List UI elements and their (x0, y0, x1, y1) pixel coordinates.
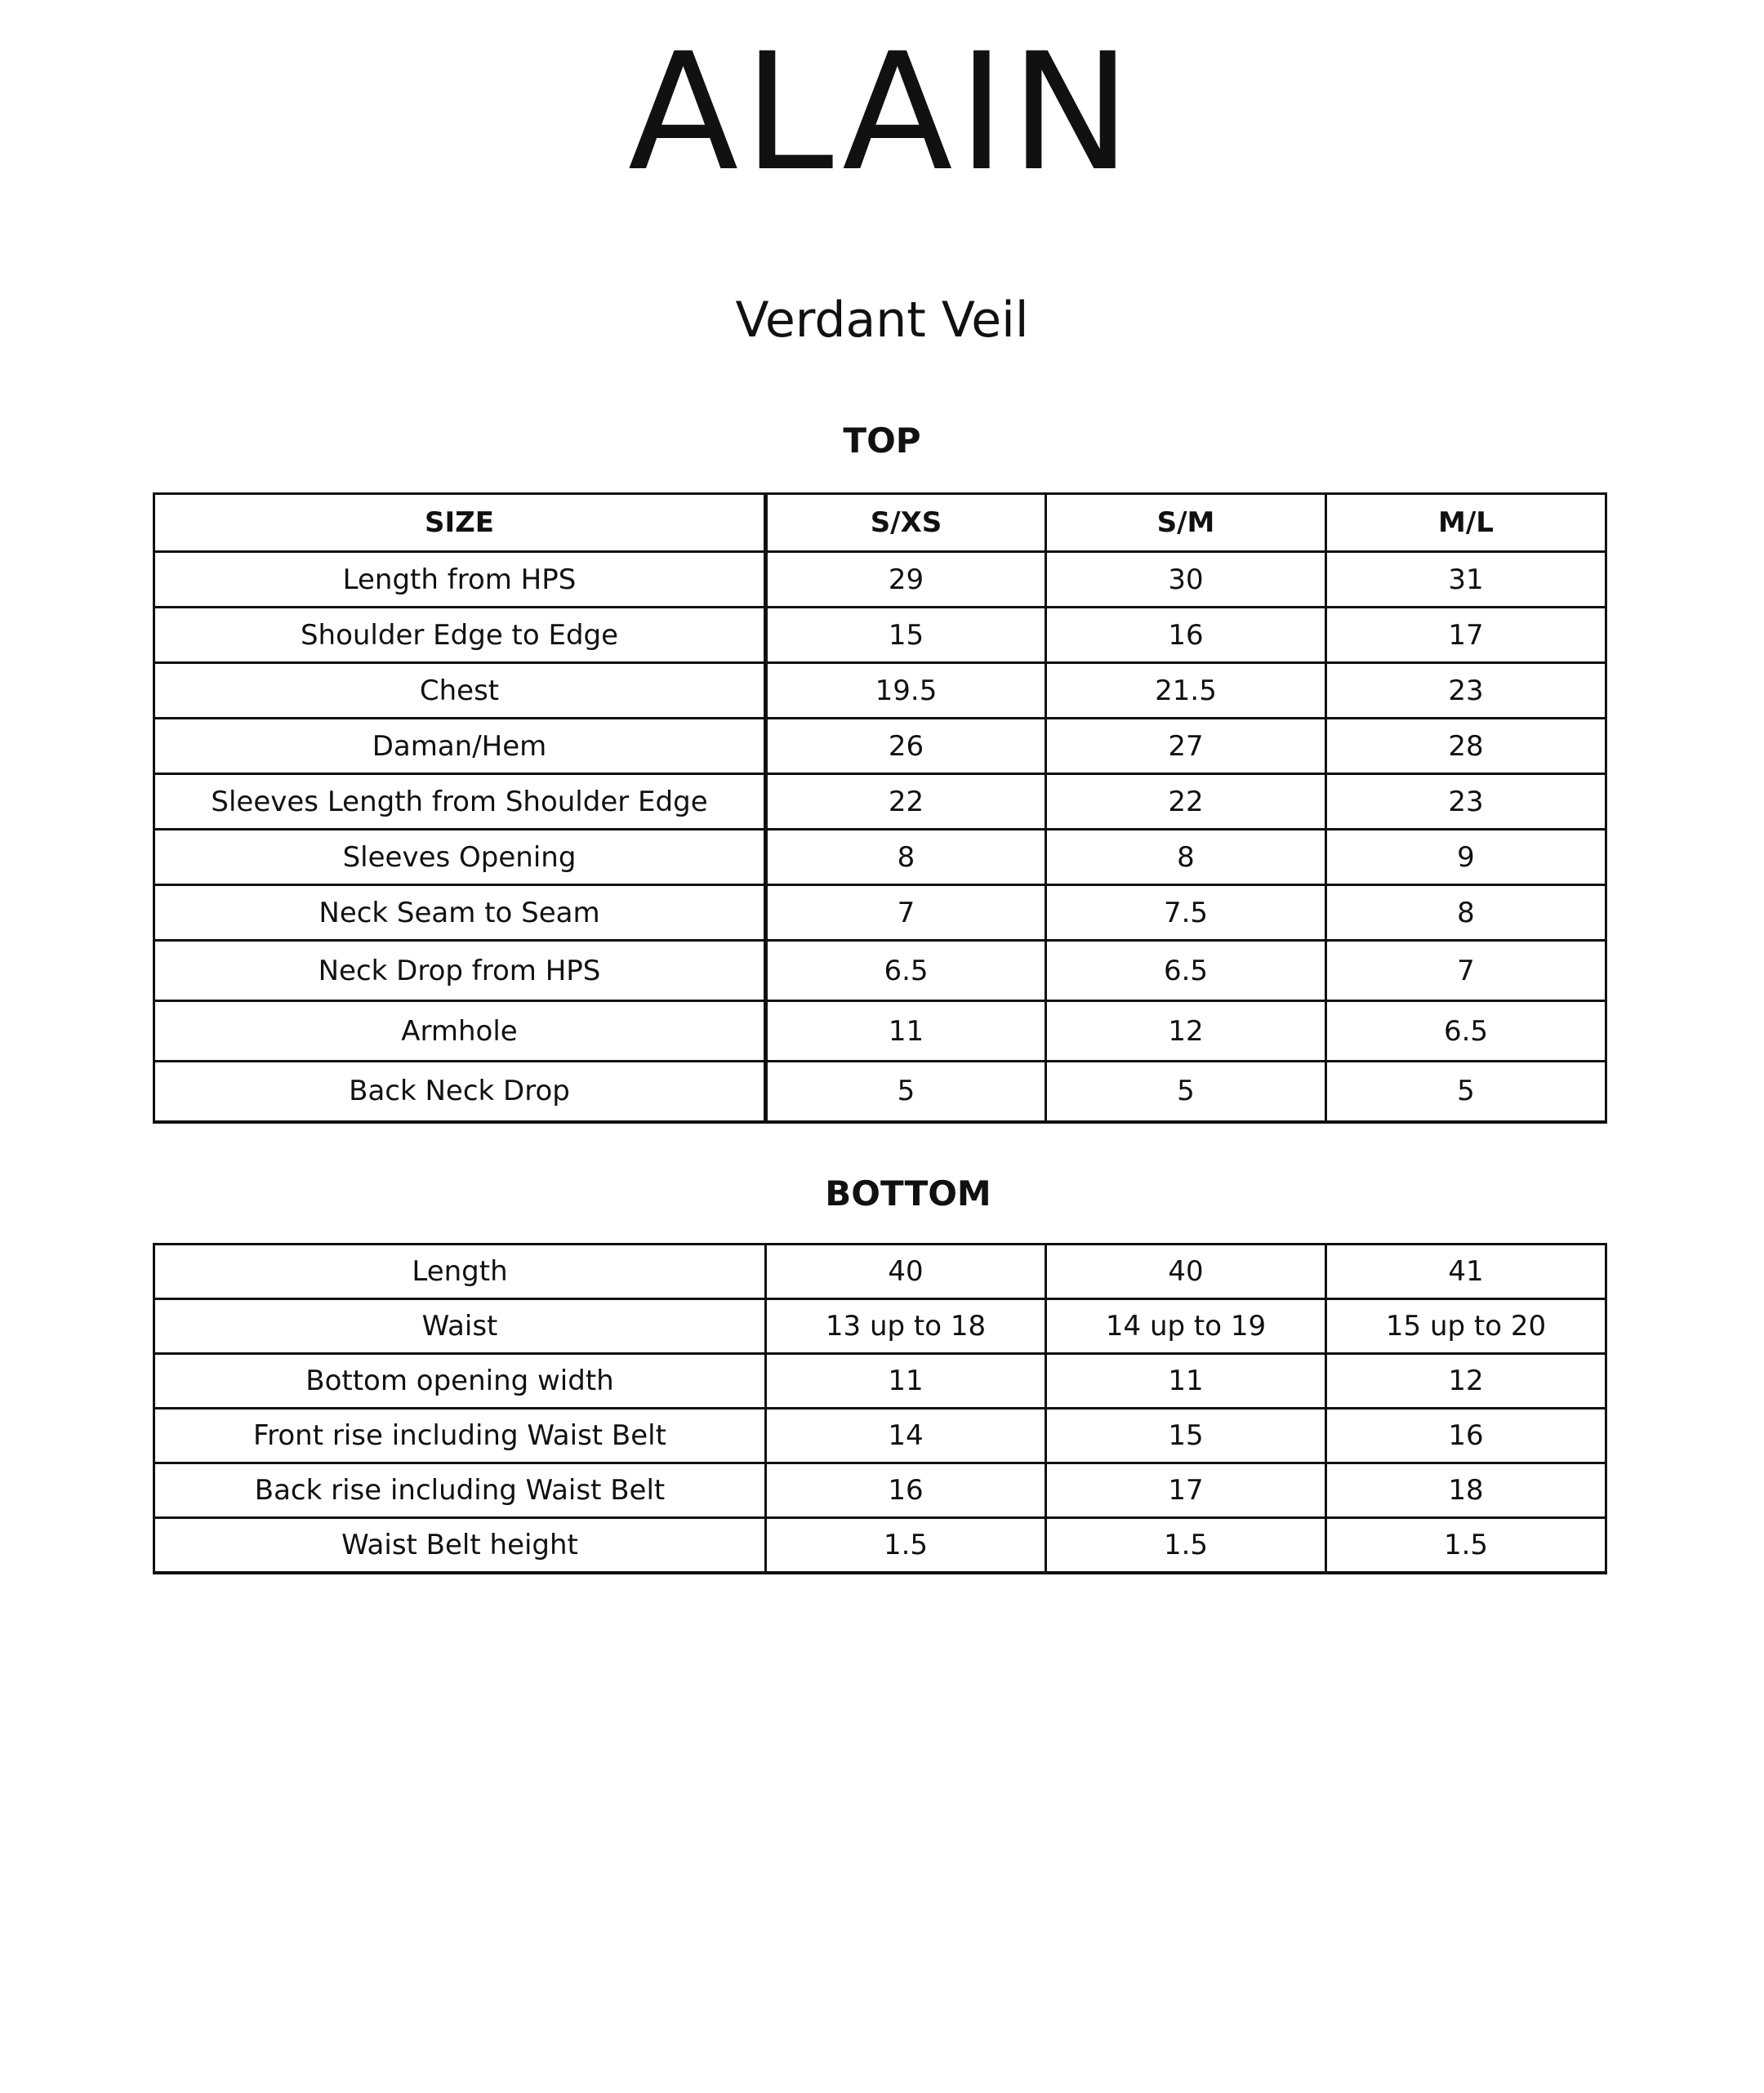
table-row (154, 1463, 1606, 1518)
table-row (154, 552, 1606, 608)
table-row (154, 1518, 1606, 1573)
cell-value: 11 (766, 1001, 1046, 1062)
cell-value: 14 up to 19 (1046, 1299, 1326, 1354)
cell-value: 22 (766, 774, 1046, 830)
row-label: Length from HPS (154, 552, 766, 608)
table-row (154, 608, 1606, 663)
bottom-size-table (153, 1243, 1607, 1574)
row-label: Daman/Hem (154, 719, 766, 774)
table-row (154, 830, 1606, 885)
cell-value: 17 (1046, 1463, 1326, 1518)
table-row (154, 1354, 1606, 1409)
table-row (154, 885, 1606, 941)
cell-value: 8 (1046, 830, 1326, 885)
cell-value: 12 (1046, 1001, 1326, 1062)
cell-value: 22 (1046, 774, 1326, 830)
cell-value: 8 (1326, 885, 1606, 941)
cell-value: 9 (1326, 830, 1606, 885)
table-row (154, 1409, 1606, 1463)
cell-value: 40 (766, 1245, 1046, 1299)
row-label: Waist Belt height (154, 1518, 766, 1573)
row-label: Sleeves Length from Shoulder Edge (154, 774, 766, 830)
table-row (154, 1001, 1606, 1062)
cell-value: 11 (766, 1354, 1046, 1409)
row-label: Bottom opening width (154, 1354, 766, 1409)
cell-value: 5 (1046, 1062, 1326, 1122)
cell-value: 23 (1326, 774, 1606, 830)
cell-value: 6.5 (1326, 1001, 1606, 1062)
cell-value: 5 (766, 1062, 1046, 1122)
cell-value: 19.5 (766, 663, 1046, 719)
cell-value: 7.5 (1046, 885, 1326, 941)
cell-value: 11 (1046, 1354, 1326, 1409)
row-label: Neck Seam to Seam (154, 885, 766, 941)
cell-value: 21.5 (1046, 663, 1326, 719)
row-label: Back Neck Drop (154, 1062, 766, 1122)
cell-value: 23 (1326, 663, 1606, 719)
bottom-section-heading: BOTTOM (825, 1173, 991, 1213)
top-size-table (153, 492, 1607, 1124)
cell-value: 31 (1326, 552, 1606, 608)
cell-value: 15 up to 20 (1326, 1299, 1606, 1354)
cell-value: 18 (1326, 1463, 1606, 1518)
product-title: Verdant Veil (735, 292, 1029, 349)
cell-value: 6.5 (1046, 941, 1326, 1001)
row-label: Chest (154, 663, 766, 719)
cell-value: 16 (1046, 608, 1326, 663)
cell-value: 30 (1046, 552, 1326, 608)
cell-value: 40 (1046, 1245, 1326, 1299)
table-header-row (154, 494, 1606, 552)
cell-value: 15 (1046, 1409, 1326, 1463)
table-row (154, 1245, 1606, 1299)
top-section-heading: TOP (843, 421, 921, 461)
cell-value: 16 (1326, 1409, 1606, 1463)
cell-value: 41 (1326, 1245, 1606, 1299)
cell-value: 12 (1326, 1354, 1606, 1409)
cell-value: 16 (766, 1463, 1046, 1518)
table-row (154, 719, 1606, 774)
brand-logo: ALAIN (627, 18, 1137, 207)
cell-value: 28 (1326, 719, 1606, 774)
cell-value: 1.5 (1326, 1518, 1606, 1573)
header-size: SIZE (154, 494, 766, 552)
cell-value: 17 (1326, 608, 1606, 663)
cell-value: 29 (766, 552, 1046, 608)
cell-value: 6.5 (766, 941, 1046, 1001)
row-label: Neck Drop from HPS (154, 941, 766, 1001)
cell-value: 13 up to 18 (766, 1299, 1046, 1354)
cell-value: 15 (766, 608, 1046, 663)
row-label: Armhole (154, 1001, 766, 1062)
cell-value: 14 (766, 1409, 1046, 1463)
header-m-l: M/L (1326, 494, 1606, 552)
row-label: Shoulder Edge to Edge (154, 608, 766, 663)
table-row (154, 663, 1606, 719)
row-label: Length (154, 1245, 766, 1299)
table-row (154, 941, 1606, 1001)
header-s-m: S/M (1046, 494, 1326, 552)
header-s-xs: S/XS (766, 494, 1046, 552)
row-label: Back rise including Waist Belt (154, 1463, 766, 1518)
cell-value: 27 (1046, 719, 1326, 774)
cell-value: 7 (766, 885, 1046, 941)
cell-value: 8 (766, 830, 1046, 885)
cell-value: 26 (766, 719, 1046, 774)
row-label: Sleeves Opening (154, 830, 766, 885)
table-row (154, 1299, 1606, 1354)
table-row (154, 1062, 1606, 1122)
cell-value: 5 (1326, 1062, 1606, 1122)
cell-value: 1.5 (1046, 1518, 1326, 1573)
table-row (154, 774, 1606, 830)
cell-value: 7 (1326, 941, 1606, 1001)
row-label: Waist (154, 1299, 766, 1354)
row-label: Front rise including Waist Belt (154, 1409, 766, 1463)
cell-value: 1.5 (766, 1518, 1046, 1573)
